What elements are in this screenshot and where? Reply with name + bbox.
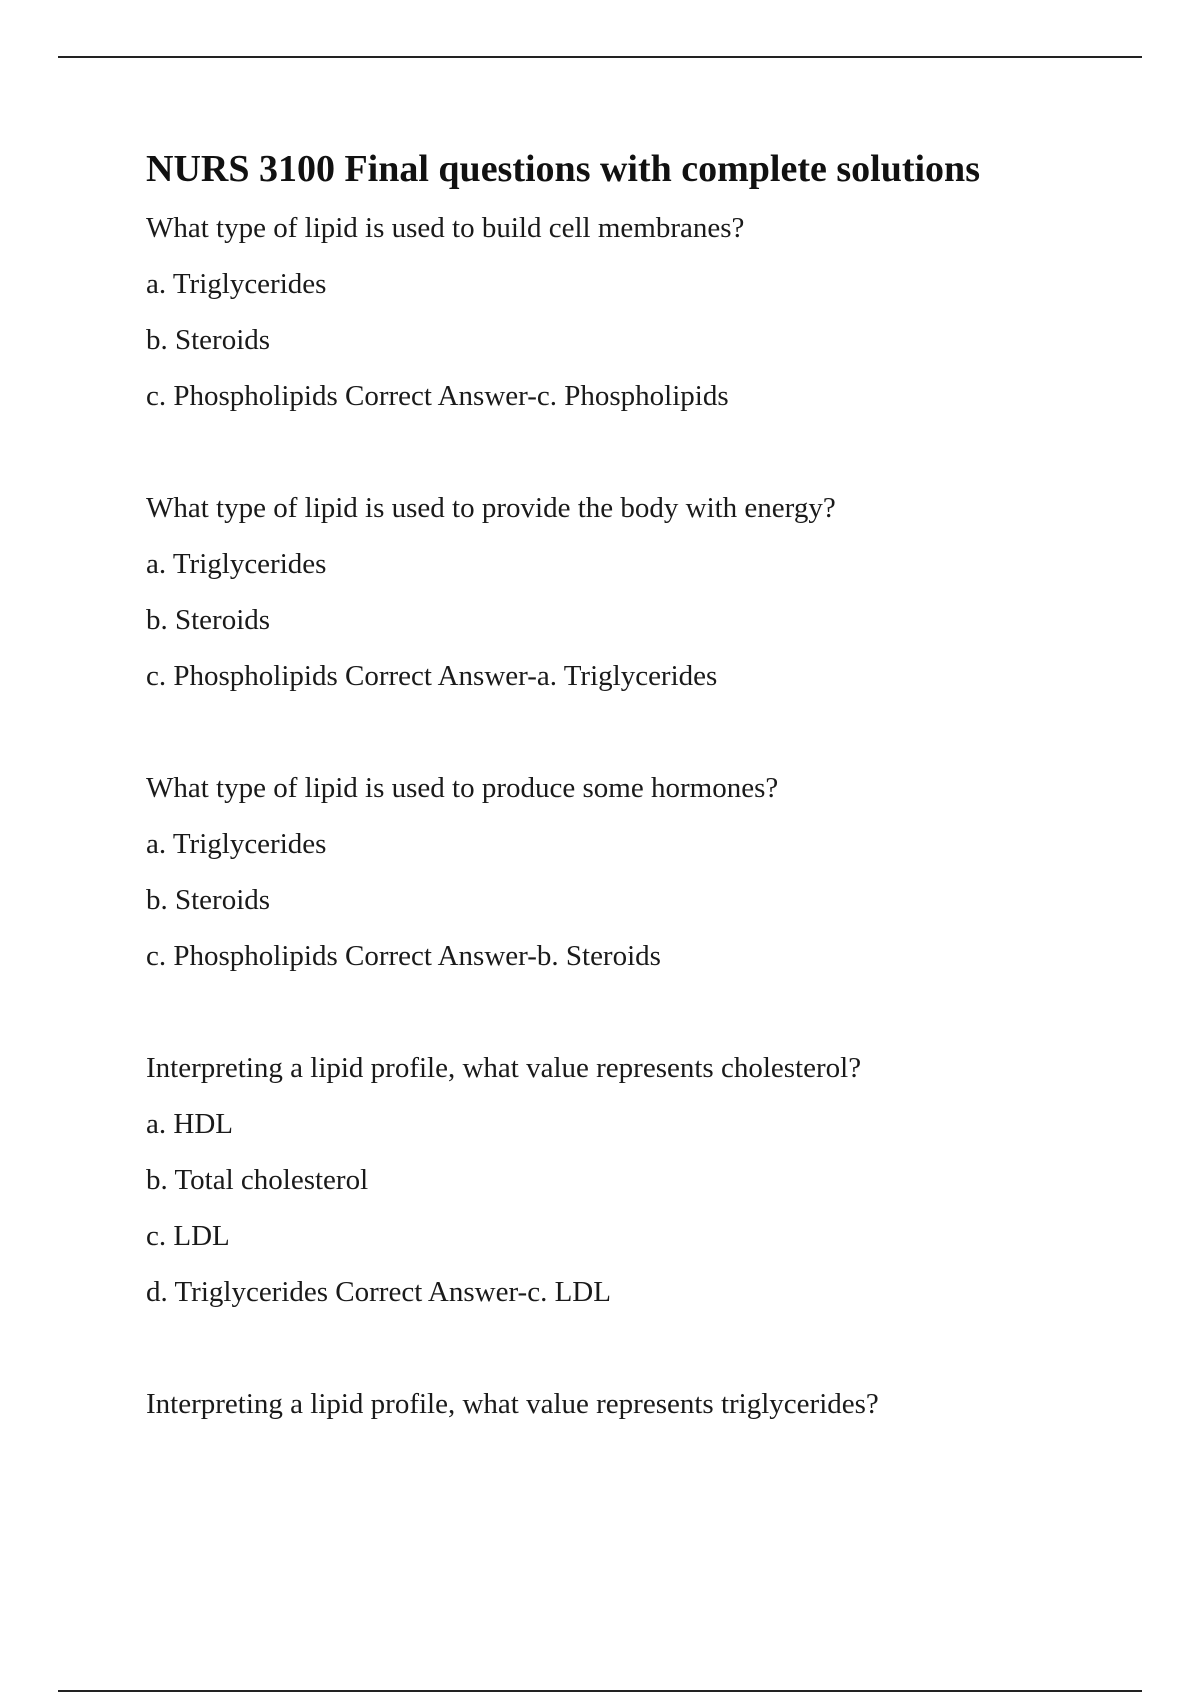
answer-option-c-with-correct-answer: c. Phospholipids Correct Answer-b. Steroids <box>146 940 661 972</box>
document-body <box>146 140 1146 1432</box>
question-text: Interpreting a lipid profile, what value represents cholesterol? <box>146 1052 862 1084</box>
answer-option-a: a. Triglycerides <box>146 268 327 300</box>
answer-option-c-with-correct-answer: c. Phospholipids Correct Answer-a. Triglycerides <box>146 660 718 692</box>
question-block-3 <box>146 760 1146 984</box>
answer-option-c: c. LDL <box>146 1220 230 1252</box>
header-rule <box>58 56 1142 58</box>
answer-option-b: b. Steroids <box>146 324 271 356</box>
answer-option-b: b. Steroids <box>146 884 271 916</box>
answer-option-a: a. HDL <box>146 1108 233 1140</box>
answer-option-d-with-correct-answer: d. Triglycerides Correct Answer-c. LDL <box>146 1276 611 1308</box>
question-text: What type of lipid is used to produce some hormones? <box>146 772 779 804</box>
answer-option-a: a. Triglycerides <box>146 828 327 860</box>
question-block-5 <box>146 1376 1146 1432</box>
question-block-2 <box>146 480 1146 704</box>
question-block-1 <box>146 200 1146 424</box>
answer-option-b: b. Steroids <box>146 604 271 636</box>
question-block-4 <box>146 1040 1146 1320</box>
question-text: What type of lipid is used to build cell membranes? <box>146 212 745 244</box>
question-text: Interpreting a lipid profile, what value represents triglycerides? <box>146 1388 879 1420</box>
answer-option-a: a. Triglycerides <box>146 548 327 580</box>
answer-option-b: b. Total cholesterol <box>146 1164 369 1196</box>
document-title: NURS 3100 Final questions with complete solutions <box>146 148 980 190</box>
answer-option-c-with-correct-answer: c. Phospholipids Correct Answer-c. Phospholipids <box>146 380 729 412</box>
question-text: What type of lipid is used to provide the body with energy? <box>146 492 836 524</box>
footer-rule <box>58 1690 1142 1692</box>
